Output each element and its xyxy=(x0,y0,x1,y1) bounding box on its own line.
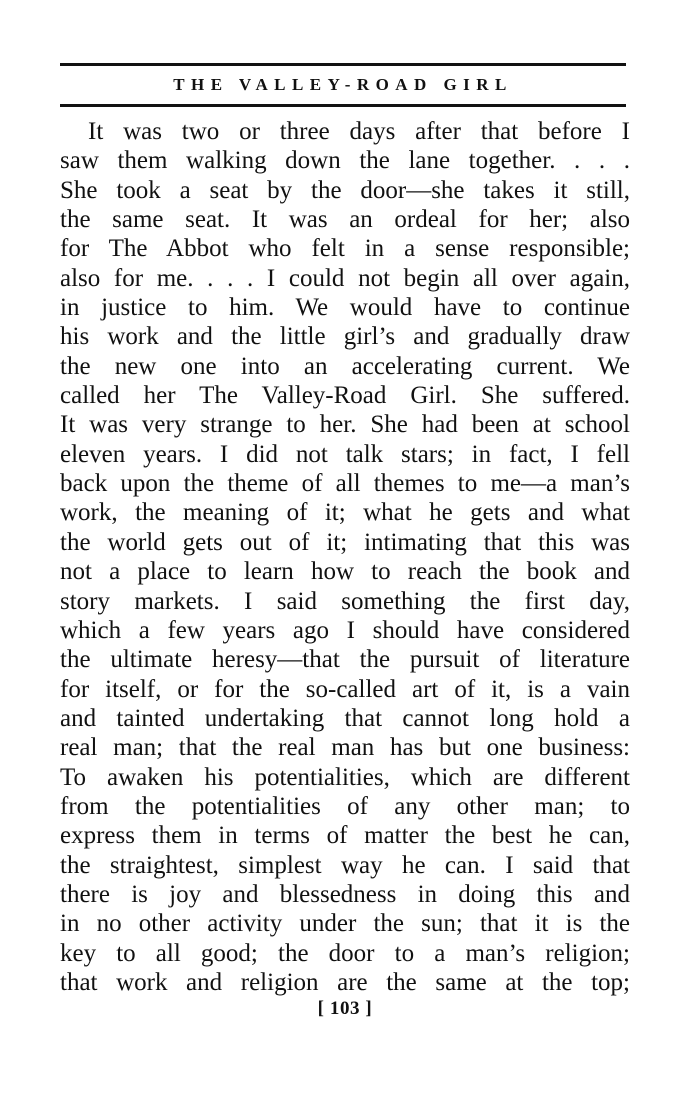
header-bottom-rule xyxy=(60,104,626,107)
text-line-22: real man; that the real man has but one business: xyxy=(60,734,630,762)
text-line-30: that work and religion are the same at the top; xyxy=(60,968,630,996)
text-line-20: for itself, or for the so-called art of it, is a vain xyxy=(60,675,630,703)
text-line-6: also for me. . . . I could not begin all over again, xyxy=(60,264,630,292)
text-line-29: key to all good; the door to a man’s religion; xyxy=(60,939,630,967)
text-line-9: the new one into an accelerating current. We xyxy=(60,352,630,380)
text-line-15: the world gets out of it; intimating that this was xyxy=(60,528,630,556)
text-line-7: in justice to him. We would have to continue xyxy=(60,294,630,322)
text-line-19: the ultimate heresy—that the pursuit of literature xyxy=(60,646,630,674)
text-line-16: not a place to learn how to reach the book and xyxy=(60,558,630,586)
text-line-25: express them in terms of matter the best he can, xyxy=(60,822,630,850)
text-line-14: work, the meaning of it; what he gets and what xyxy=(60,499,630,527)
running-head: THE VALLEY-ROAD GIRL xyxy=(173,75,513,94)
text-line-3: She took a seat by the door—she takes it still, xyxy=(60,176,630,204)
body-text xyxy=(60,117,630,997)
text-line-27: there is joy and blessedness in doing this and xyxy=(60,880,630,908)
text-line-1: It was two or three days after that before I xyxy=(88,118,630,145)
text-line-4: the same seat. It was an ordeal for her; also xyxy=(60,206,630,234)
text-line-26: the straightest, simplest way he can. I said that xyxy=(60,851,630,879)
text-line-23: To awaken his potentialities, which are different xyxy=(60,763,630,791)
page-number: [ 103 ] xyxy=(317,998,373,1019)
text-line-11: It was very strange to her. She had been at school xyxy=(60,411,630,439)
text-line-5: for The Abbot who felt in a sense responsible; xyxy=(60,235,630,263)
text-line-13: back upon the theme of all themes to me—a man’s xyxy=(60,470,630,498)
text-line-21: and tainted undertaking that cannot long hold a xyxy=(60,704,630,732)
text-line-18: which a few years ago I should have considered xyxy=(60,616,630,644)
text-line-24: from the potentialities of any other man; to xyxy=(60,792,630,820)
text-line-17: story markets. I said something the first day, xyxy=(60,587,630,615)
text-line-12: eleven years. I did not talk stars; in fact, I fell xyxy=(60,440,630,468)
text-line-8: his work and the little girl’s and gradually draw xyxy=(60,323,630,351)
header-top-rule xyxy=(60,63,626,66)
text-line-2: saw them walking down the lane together. . . . xyxy=(60,147,630,175)
text-line-28: in no other activity under the sun; that it is the xyxy=(60,910,630,938)
text-line-10: called her The Valley-Road Girl. She suffered. xyxy=(60,382,630,410)
